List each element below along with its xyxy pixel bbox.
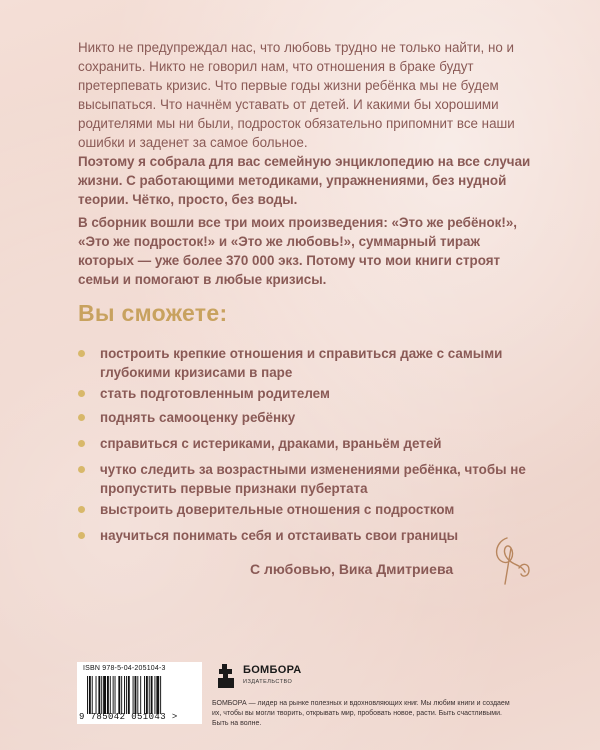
list-item-text: чутко следить за возрастными изменениями ребёнка, чтобы не пропустить первые признаки пубертата (100, 462, 526, 496)
author-signature-text: С любовью, Вика Дмитриева (250, 561, 454, 577)
bullet-icon (78, 506, 85, 513)
list-item-text: справиться с истериками, драками, враньём детей (100, 436, 442, 451)
barcode-digits: 9 785042 051043 > (79, 712, 178, 722)
publisher-description: БОМБОРА — лидер на рынке полезных и вдохновляющих книг. Мы любим книги и создаем их, чтобы вы могли творить, открывать мир, пробовать новое, расти. Быть счастливыми. Быть на волне. (212, 700, 510, 727)
intro-paragraph-2: Поэтому я собрала для вас семейную энциклопедию на все случаи жизни. С работающими методиками, упражнениями, без нудной теории. Чётко, просто, без воды. (78, 154, 531, 207)
bullet-icon (78, 466, 85, 473)
list-item-text: стать подготовленным родителем (100, 386, 330, 401)
bullet-icon (78, 350, 85, 357)
list-item (78, 526, 548, 545)
benefits-heading: Вы сможете: (78, 300, 228, 326)
autograph-icon (485, 528, 545, 588)
bullet-icon (78, 532, 85, 539)
list-item (78, 344, 548, 382)
barcode-panel (77, 662, 202, 724)
bullet-icon (78, 440, 85, 447)
publisher-name: БОМБОРА (243, 664, 302, 676)
intro-paragraph-3: В сборник вошли все три моих произведения: «Это же ребёнок!», «Это же подросток!» и «Это же любовь!», суммарный тираж которых — уже более 370 000 экз. Потому что мои книги строят семьи и помогают в любые кризисы. (78, 215, 517, 287)
barcode-icon (87, 676, 195, 714)
publisher-subtitle: ИЗДАТЕЛЬСТВО (243, 679, 293, 685)
list-item (78, 408, 548, 427)
bullet-icon (78, 390, 85, 397)
isbn-label: ISBN 978-5-04-205104-3 (83, 665, 166, 672)
list-item (78, 500, 548, 519)
list-item-text: поднять самооценку ребёнку (100, 410, 296, 425)
list-item-text: построить крепкие отношения и справиться даже с самыми глубокими кризисами в паре (100, 346, 503, 380)
list-item-text: научиться понимать себя и отстаивать свои границы (100, 528, 459, 543)
list-item-text: выстроить доверительные отношения с подростком (100, 502, 455, 517)
list-item (78, 434, 548, 453)
bullet-icon (78, 414, 85, 421)
intro-paragraph-1: Никто не предупреждал нас, что любовь трудно не только найти, но и сохранить. Никто не говорил нам, что отношения в браке будут претерпевать кризис. Что первые годы жизни ребёнка мы не будем высыпаться. Что начнём уставать от детей. И какими бы хорошими родителями мы ни были, подросток обязательно припомнит все наши ошибки и заденет за самое больное. (78, 40, 515, 150)
list-item (78, 460, 548, 498)
publisher-logo-icon (212, 662, 240, 690)
list-item (78, 384, 548, 403)
